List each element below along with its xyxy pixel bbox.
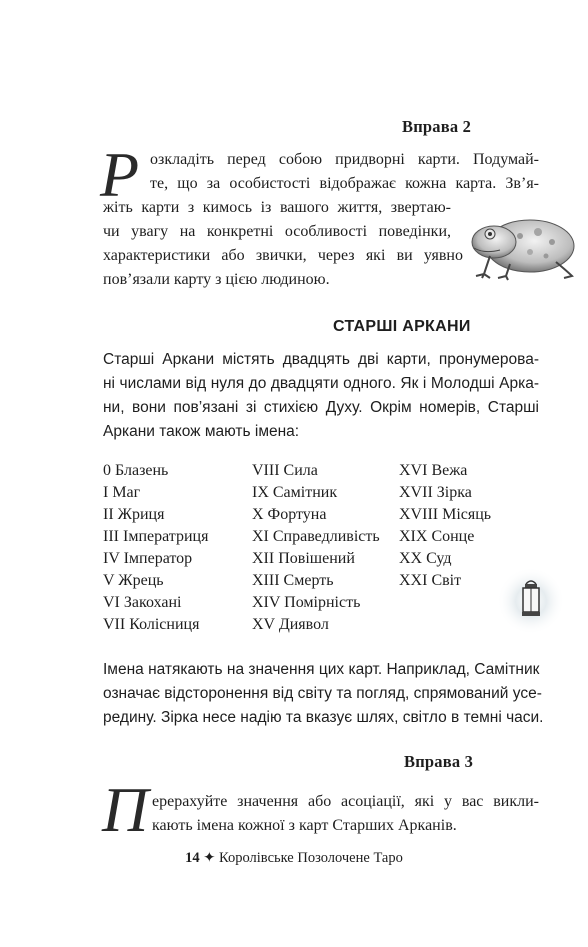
exercise-2-line: чи увагу на конкретні особливості поведінки,: [103, 223, 451, 240]
arcana-item: XIV Помірність: [252, 594, 361, 611]
page-number: 14: [185, 850, 200, 866]
arcana-item: XI Справедливість: [252, 528, 380, 545]
exercise-3-text: [152, 790, 539, 838]
arcana-item: 0 Блазень: [103, 462, 169, 479]
lantern-icon: [496, 566, 566, 636]
intro-line: ні числами від нуля до двадцяти одного. Як і Молодші Арка-: [103, 375, 539, 392]
arcana-column-1: [103, 460, 208, 636]
section-title: СТАРШІ АРКАНИ: [333, 318, 471, 335]
exercise-2-line: озкладіть перед собою придворні карти. Подумай-: [150, 151, 539, 168]
arcana-item: I Маг: [103, 484, 141, 501]
exercise-3-dropcap: П: [102, 774, 149, 845]
intro-line: Аркани також мають імена:: [103, 423, 300, 440]
exercise-2-dropcap: Р: [100, 139, 140, 210]
arcana-item: XXI Світ: [399, 572, 462, 589]
closing-line: редину. Зірка несе надію та вказує шлях, світло в темні часи.: [103, 709, 544, 726]
closing-line: означає відсторонення від світу та погляд, спрямований усе-: [103, 685, 542, 702]
arcana-item: XVI Вежа: [399, 462, 468, 479]
arcana-item: XVIII Місяць: [399, 506, 492, 523]
arcana-item: X Фортуна: [252, 506, 327, 523]
exercise-3-line: ерерахуйте значення або асоціації, які у вас викли-: [152, 793, 539, 810]
exercise-3-line: кають імена кожної з карт Старших Арканів.: [152, 817, 457, 834]
page-footer: [0, 850, 588, 867]
arcana-item: VIII Сила: [252, 462, 318, 479]
footer-separator-icon: ✦: [203, 850, 216, 866]
arcana-item: XVII Зірка: [399, 484, 472, 501]
toad-illustration-icon: [460, 206, 578, 282]
arcana-item: II Жриця: [103, 506, 165, 523]
arcana-column-2: [252, 460, 380, 636]
intro-line: ни, вони пов’язані зі стихією Духу. Окрім номерів, Старші: [103, 399, 539, 416]
intro-paragraph: [103, 348, 539, 444]
arcana-item: XV Диявол: [252, 616, 329, 633]
closing-paragraph: [103, 658, 544, 730]
exercise-2-text-wrap: [103, 196, 463, 292]
exercise-2-text: [150, 148, 539, 196]
arcana-item: XII Повішений: [252, 550, 355, 567]
arcana-item: V Жрець: [103, 572, 164, 589]
arcana-item: IV Імператор: [103, 550, 193, 567]
intro-line: Старші Аркани містять двадцять дві карти, пронумерова-: [103, 351, 539, 368]
book-title: Королівське Позолочене Таро: [219, 850, 403, 866]
exercise-2-line: характеристики або звички, через які ви уявно: [103, 247, 463, 264]
arcana-item: XIX Сонце: [399, 528, 475, 545]
closing-line: Імена натякають на значення цих карт. Наприклад, Самітник: [103, 661, 540, 678]
exercise-2-heading: Вправа 2: [402, 117, 472, 136]
arcana-item: VII Колісниця: [103, 616, 200, 633]
arcana-item: VI Закохані: [103, 594, 182, 611]
arcana-item: XIII Смерть: [252, 572, 334, 589]
exercise-3-heading: Вправа 3: [404, 752, 474, 771]
exercise-2-line: те, що за особистості відображає кожна карта. Зв’я-: [150, 175, 539, 192]
arcana-item: IX Самітник: [252, 484, 338, 501]
arcana-column-3: [399, 460, 491, 592]
arcana-item: III Імператриця: [103, 528, 209, 545]
arcana-item: XX Суд: [399, 550, 452, 567]
exercise-2-line: жіть карти з кимось із вашого життя, звертаю-: [103, 199, 451, 216]
exercise-2-line: пов’язали карту з цією людиною.: [103, 271, 330, 288]
